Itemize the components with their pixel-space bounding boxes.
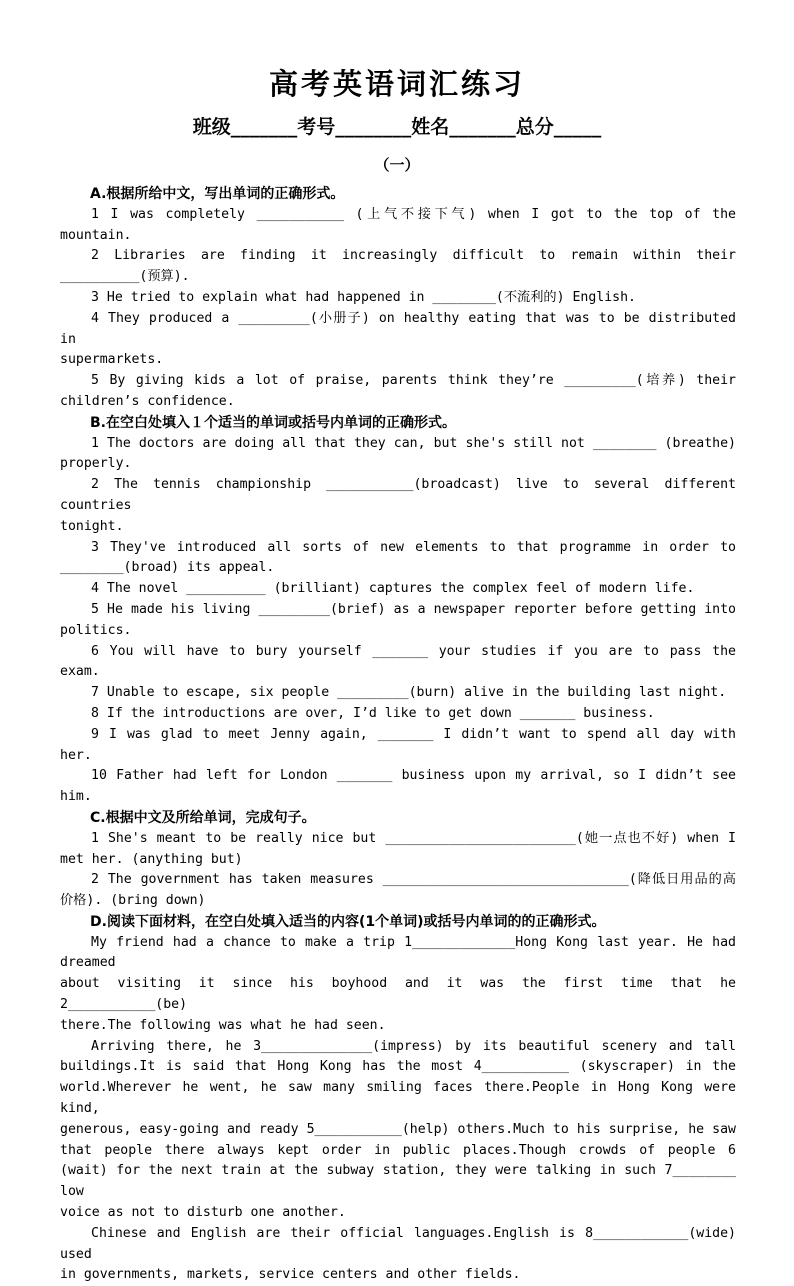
question-line: 2 The tennis championship ___________(broadcast) live to several different countries bbox=[60, 477, 736, 513]
question-continuation: ________(broad) its appeal. bbox=[60, 560, 275, 576]
question-line: Chinese and English are their official languages.English is 8____________(wide) used bbox=[60, 1225, 736, 1262]
question-line: buildings.It is said that Hong Kong has the most 4___________ (skyscraper) in the bbox=[60, 1059, 736, 1075]
question-line: 9 I was glad to meet Jenny again, _______ I didn’t want to spend all day with her. bbox=[60, 726, 736, 763]
question-line: 6 You will have to bury yourself _______ your studies if you are to pass the exam. bbox=[60, 643, 736, 680]
question-line: world.Wherever he went, he saw many smiling faces there.People in Hong Kong were kind, bbox=[60, 1080, 736, 1117]
section-heading: D.阅读下面材料，在空白处填入适当的内容(1个单词)或括号内单词的的正确形式。 bbox=[90, 913, 606, 930]
question-line: (wait) for the next train at the subway station, they were talking in such 7________ low bbox=[60, 1163, 736, 1200]
question-line: generous, easy-going and ready 5___________(help) others.Much to his surprise, he saw bbox=[60, 1121, 736, 1137]
question-continuation: there.The following was what he had seen. bbox=[60, 1017, 386, 1033]
question-continuation: met her. (anything but) bbox=[60, 851, 243, 867]
question-continuation: voice as not to disturb one another. bbox=[60, 1205, 346, 1221]
question-continuation: politics. bbox=[60, 622, 132, 638]
question-line: 5 He made his living _________(brief) as a newspaper reporter before getting into bbox=[91, 601, 736, 617]
question-line: 3 They've introduced all sorts of new elements to that programme in order to bbox=[91, 539, 736, 555]
question-line: 2 The government has taken measures _______________________________(降低日用品的高 bbox=[91, 872, 736, 888]
question-continuation: children’s confidence. bbox=[60, 393, 235, 409]
part-number: （一） bbox=[374, 156, 420, 174]
question-continuation: tonight. bbox=[60, 518, 124, 534]
question-continuation: supermarkets. bbox=[60, 352, 164, 368]
section-heading: C.根据中文及所给单词，完成句子。 bbox=[90, 809, 316, 826]
question-continuation: properly. bbox=[60, 456, 132, 472]
question-line: 5 By giving kids a lot of praise, parents think they’re _________(培养) their bbox=[91, 373, 736, 389]
exercise-content bbox=[60, 184, 736, 1286]
question-continuation: in governments, markets, service centers and other fields. bbox=[60, 1267, 521, 1283]
question-line: My friend had a chance to make a trip 1_____________Hong Kong last year. He had dreamed bbox=[60, 934, 736, 971]
question-line: 2 Libraries are finding it increasingly difficult to remain within their bbox=[91, 248, 736, 264]
section-heading: B.在空白处填入１个适当的单词或括号内单词的正确形式。 bbox=[90, 414, 456, 431]
question-line: 7 Unable to escape, six people _________(burn) alive in the building last night. bbox=[91, 685, 727, 701]
question-line: 1 She's meant to be really nice but ________________________(她一点也不好) when I bbox=[91, 830, 736, 846]
question-continuation: 价格). (bring down) bbox=[60, 893, 206, 909]
question-line: that people there always kept order in public places.Though crowds of people 6 bbox=[60, 1142, 736, 1158]
section-heading: A.根据所给中文，写出单词的正确形式。 bbox=[90, 186, 345, 202]
question-line: 4 They produced a _________(小册子) on healthy eating that was to be distributed in bbox=[60, 310, 736, 347]
question-line: 3 He tried to explain what had happened in ________(不流利的) English. bbox=[91, 289, 637, 305]
question-line: 10 Father had left for London _______ business upon my arrival, so I didn’t see him. bbox=[60, 768, 736, 805]
question-line: 1 I was completely ___________ (上气不接下气) when I got to the top of the mountain. bbox=[60, 206, 736, 243]
question-line: Arriving there, he 3______________(impress) by its beautiful scenery and tall bbox=[91, 1038, 736, 1054]
question-continuation: __________(预算). bbox=[60, 269, 190, 285]
question-line: about visiting it since his boyhood and it was the first time that he 2___________(be) bbox=[60, 976, 736, 1013]
question-line: 8 If the introductions are over, I’d like to get down _______ business. bbox=[91, 705, 655, 721]
question-line: 4 The novel __________ (brilliant) captures the complex feel of modern life. bbox=[91, 581, 695, 597]
question-line: 1 The doctors are doing all that they can, but she's still not ________ (breathe) bbox=[91, 435, 736, 451]
page-title: 高考英语词汇练习 bbox=[268, 67, 525, 101]
student-info-line: 班级_______考号________姓名_______总分_____ bbox=[192, 116, 602, 138]
